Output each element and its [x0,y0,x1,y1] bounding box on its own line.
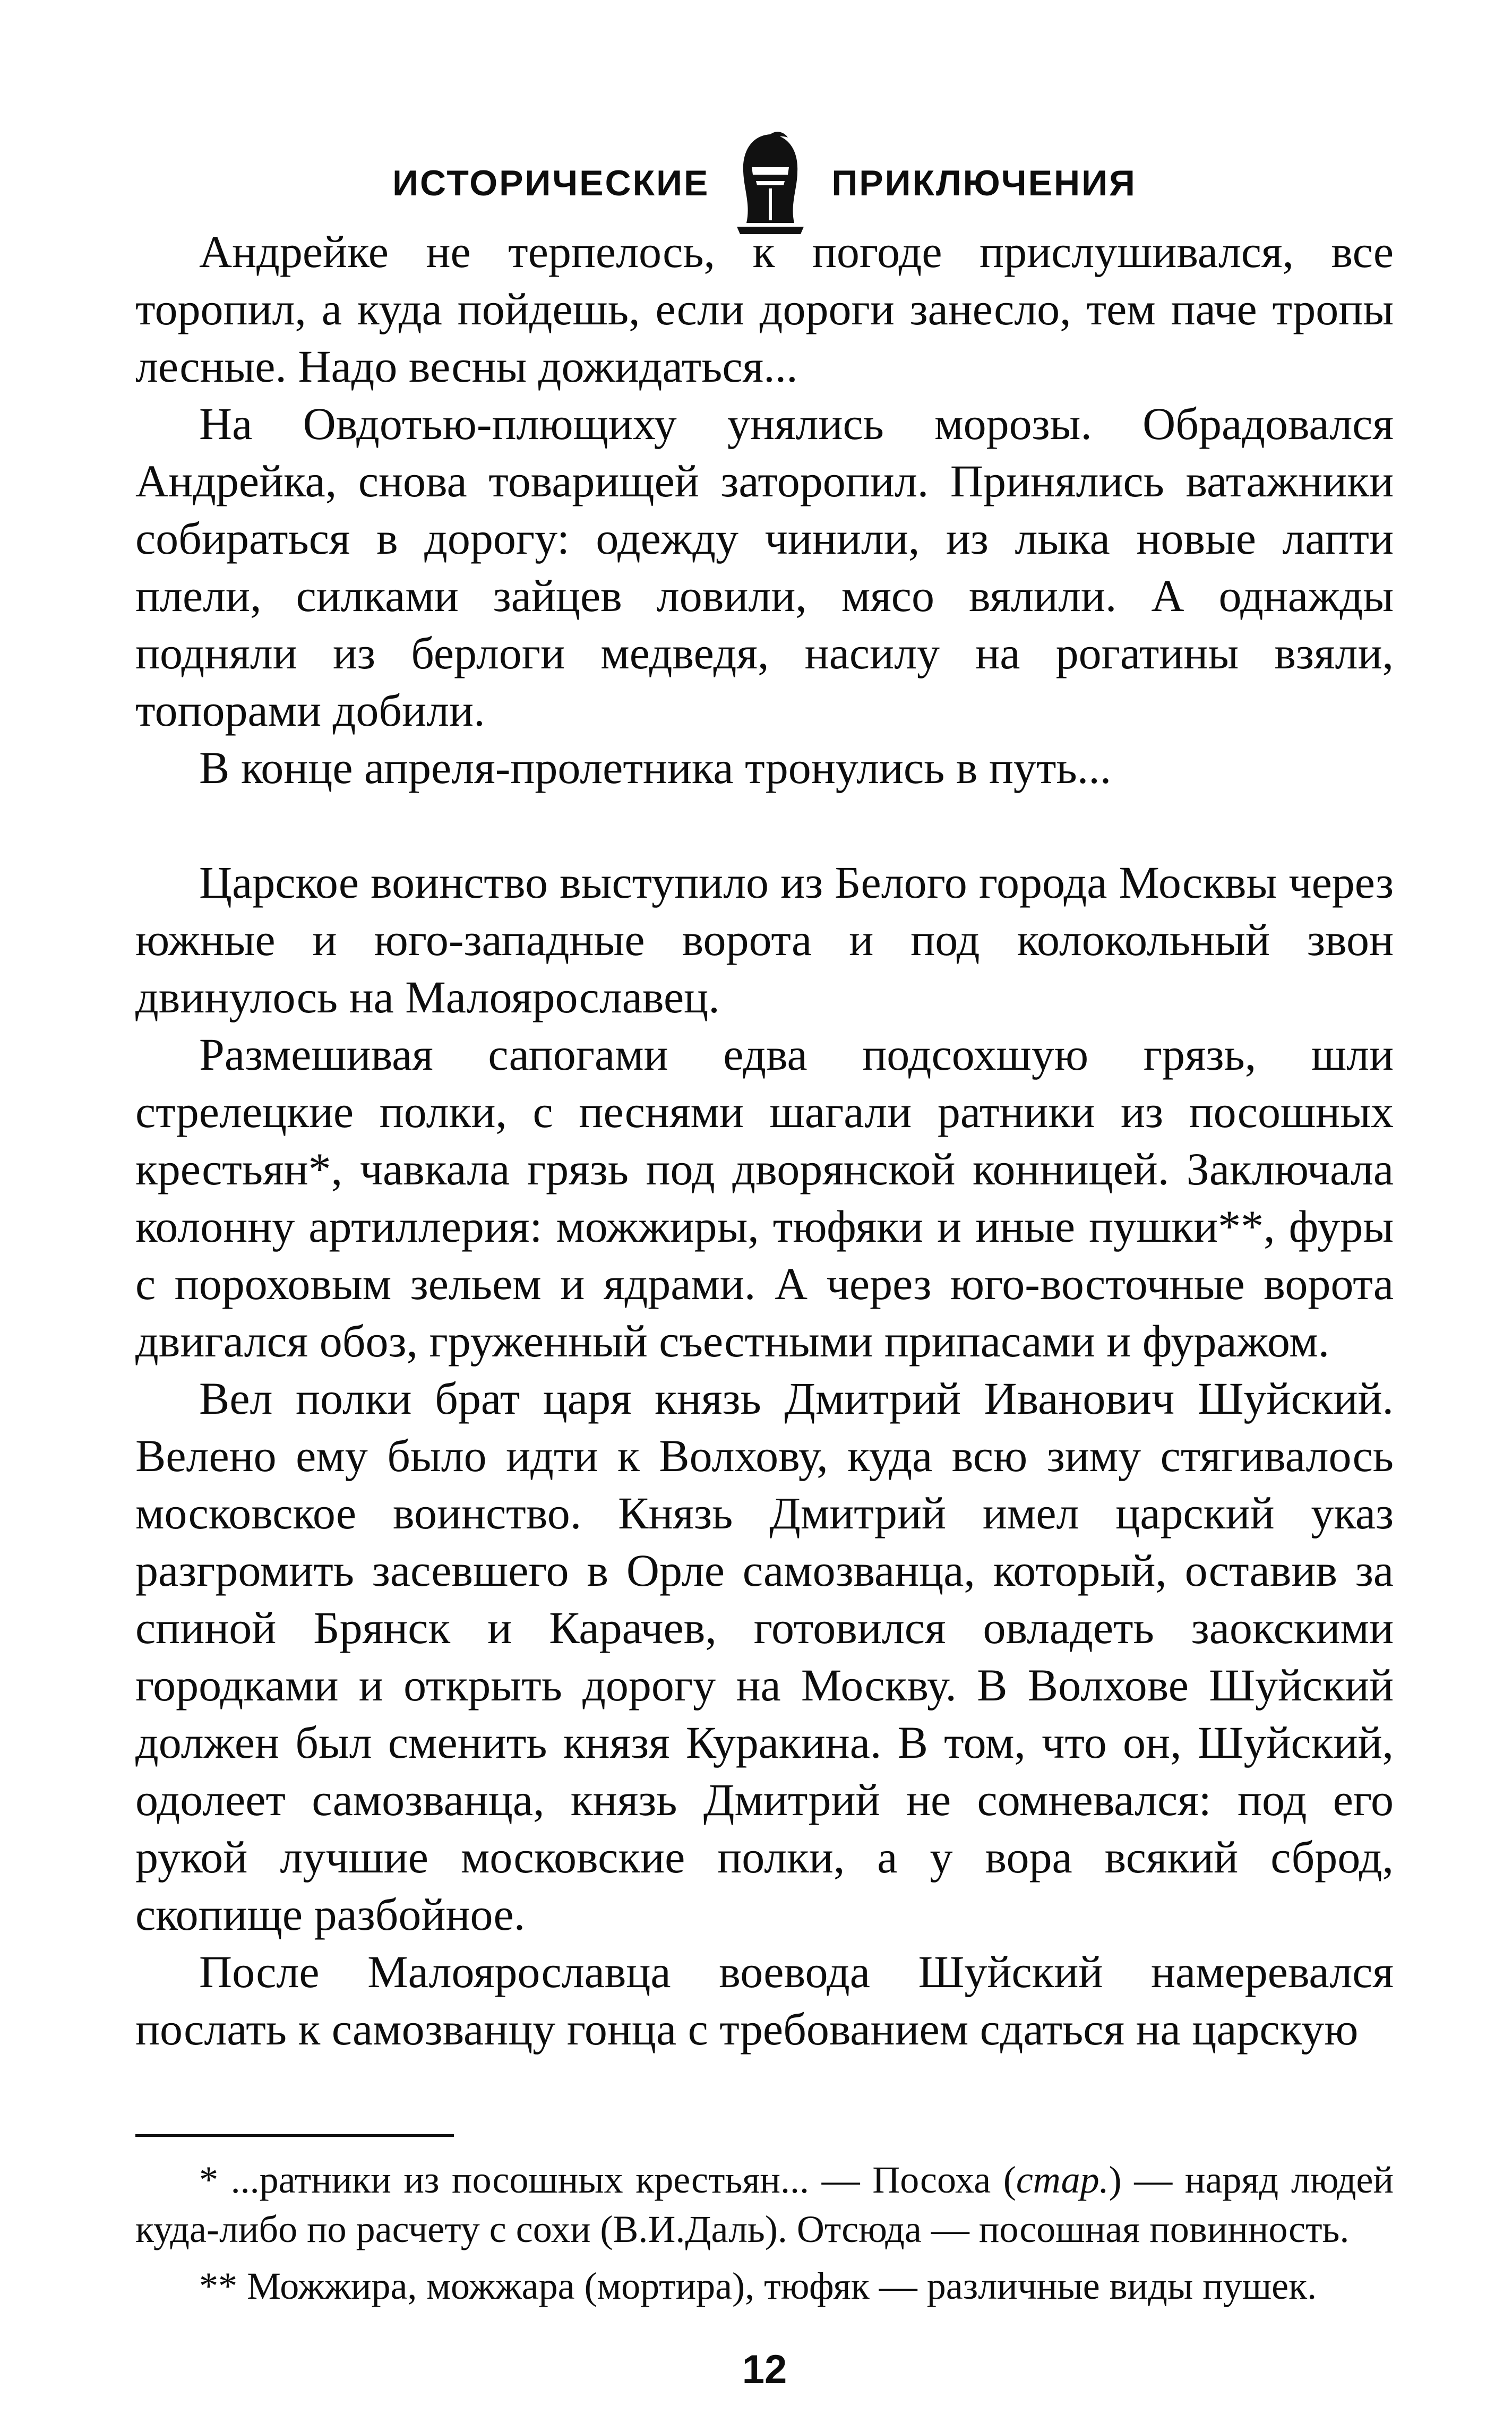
footnote-divider [135,2134,454,2137]
footnote-2 [135,2262,1394,2311]
footnotes [135,2155,1394,2311]
paragraph-4: Царское воинство выступило из Белого города Москвы через южные и юго-западные ворота и под колокольный звон двинулось на Малоярославец. [135,857,1394,1022]
page-number: 12 [742,2347,787,2392]
paragraph-5: Размешивая сапогами едва подсохшую грязь, шли стрелецкие полки, с песнями шагали ратники из посошных крестьян*, чавкала грязь под дворянской конницей. Заключала колонну артиллерия: можжиры, тюфяки и иные пушки**, фуры с пороховым зельем и ядрами. А через юго-восточные ворота двигался обоз, груженный съестными припасами и фуражом. [135,1029,1394,1367]
paragraph-2: На Овдотью-плющиху унялись морозы. Обрадовался Андрейка, снова товарищей заторопил. Принялись ватажники собираться в дорогу: одежду чинили, из лыка новые лапти плели, силками зайцев ловили, мясо вялили. А однажды подняли из берлоги медведя, насилу на рогатины взяли, топорами добили. [135,398,1394,736]
paragraph-7: После Малоярославца воевода Шуйский намеревался послать к самозванцу гонца с требованием сдаться на царскую [135,1946,1394,2055]
book-page [135,122,1394,2405]
footnote-1-mark: * [199,2159,218,2201]
header-right-text: ПРИКЛЮЧЕНИЯ [831,163,1137,203]
header-left-text: ИСТОРИЧЕСКИЕ [392,163,710,203]
footnote-2-mark: ** [199,2265,237,2307]
footnote-2-text: Можжира, можжара (мортира), тюфяк — различные виды пушек. [237,2265,1317,2307]
footnote-1-text-a: ...ратники из посошных крестьян... — Посоха ( [218,2159,1016,2201]
paragraph-1: Андрейке не терпелось, к погоде прислушивался, все торопил, а куда пойдешь, если дороги занесло, тем паче тропы лесные. Надо весны дожидаться... [135,226,1394,392]
footnote-1-text-b: ) — наряд людей куда-либо по расчету с сохи (В.И.Даль). Отсюда — посошная повинность. [135,2159,1394,2250]
footnote-1 [135,2155,1394,2254]
body-text [135,223,1394,2058]
knight-helmet-emblem-icon [731,130,810,236]
paragraph-3: В конце апреля-пролетника тронулись в путь... [199,742,1112,793]
footnote-1-italic: стар. [1016,2159,1109,2201]
paragraph-6: Вел полки брат царя князь Дмитрий Иванович Шуйский. Велено ему было идти к Волхову, куда всю зиму стягивалось московское воинство. Князь Дмитрий имел царский указ разгромить засевшего в Орле самозванца, который, оставив за спиной Брянск и Карачев, готовился овладеть заокскими городками и открыть дорогу на Москву. В Волхове Шуйский должен был сменить князя Куракина. В том, что он, Шуйский, одолеет самозванца, князь Дмитрий не сомневался: под его рукой лучшие московские полки, а у вора всякий сброд, скопище разбойное. [135,1373,1394,1940]
